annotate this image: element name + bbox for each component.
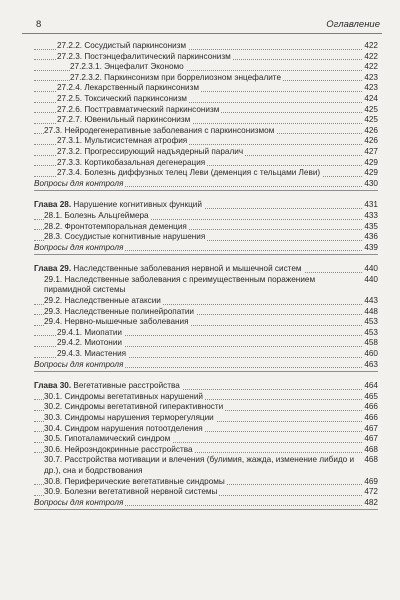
toc-page-number: 425 bbox=[364, 104, 378, 114]
toc-page-number: 430 bbox=[364, 178, 378, 188]
toc-entry-title: 29.4. Нервно-мышечные заболевания bbox=[44, 317, 189, 327]
toc-entry-title: 28.2. Фронтотемпоральная деменция bbox=[44, 221, 187, 231]
toc-entry bbox=[34, 62, 378, 73]
running-title: Оглавление bbox=[326, 19, 380, 30]
toc-questions-entry bbox=[34, 360, 378, 371]
toc-entry bbox=[34, 307, 378, 318]
toc-page-number: 423 bbox=[364, 72, 378, 82]
toc-entry bbox=[34, 392, 378, 403]
toc-entry bbox=[34, 168, 378, 179]
toc-entry bbox=[34, 445, 378, 456]
toc-page-number: 460 bbox=[364, 349, 378, 359]
toc-page-number: 427 bbox=[364, 146, 378, 156]
toc-entry bbox=[34, 275, 378, 296]
toc-entry bbox=[34, 94, 378, 105]
toc-entry bbox=[34, 455, 378, 476]
toc-entry-title: Вопросы для контроля bbox=[34, 242, 124, 252]
toc-entry-title: 27.2.3.1. Энцефалит Экономо bbox=[70, 62, 184, 72]
toc-page-number: 443 bbox=[364, 296, 378, 306]
toc-chapter-entry bbox=[34, 381, 378, 392]
toc-entry-title: 30.5. Гипоталамический синдром bbox=[44, 434, 171, 444]
toc-entry-title bbox=[34, 200, 204, 209]
chapter-title: Наследственные заболевания нервной и мышечной систем bbox=[73, 264, 302, 274]
toc-entry-title: 29.1. Наследственные заболевания с преимущественным поражением пирамидной системы bbox=[44, 275, 360, 296]
toc-page-number: 448 bbox=[364, 306, 378, 316]
toc-page-number: 453 bbox=[364, 327, 378, 337]
toc-entry-title: 30.1. Синдромы вегетативных нарушений bbox=[44, 391, 203, 401]
toc-page-number: 433 bbox=[364, 210, 378, 220]
table-of-contents bbox=[34, 41, 378, 510]
toc-entry-title: 27.3. Нейродегенеративные заболевания с паркинсонизмом bbox=[44, 125, 275, 135]
toc-page-number: 440 bbox=[364, 274, 378, 284]
toc-page-number: 422 bbox=[364, 41, 378, 50]
toc-page-number: 423 bbox=[364, 83, 378, 93]
toc-page-number: 464 bbox=[364, 381, 378, 391]
toc-page-number: 426 bbox=[364, 136, 378, 146]
chapter-title: Нарушение когнитивных функций bbox=[73, 200, 202, 210]
toc-page-number: 425 bbox=[364, 115, 378, 125]
chapter-label: Глава 29. bbox=[34, 264, 72, 274]
toc-entry-title: 27.3.3. Кортикобазальная дегенерация bbox=[57, 157, 206, 167]
toc-entry-title: 28.3. Сосудистые когнитивные нарушения bbox=[44, 232, 206, 242]
toc-page-number: 468 bbox=[364, 455, 378, 465]
toc-entry-title: 27.3.1. Мультисистемная атрофия bbox=[57, 136, 188, 146]
toc-entry-title: Вопросы для контроля bbox=[34, 359, 124, 369]
toc-entry-title: 27.2.3. Постэнцефалитический паркинсонизм bbox=[57, 51, 231, 61]
toc-entry-title: 29.4.1. Миопатии bbox=[57, 327, 122, 337]
toc-entry bbox=[34, 434, 378, 445]
toc-entry bbox=[34, 105, 378, 116]
toc-entry-title: 30.2. Синдромы вегетативной гиперактивности bbox=[44, 402, 224, 412]
toc-entry-title: 30.3. Синдромы нарушения терморегуляции bbox=[44, 413, 214, 422]
toc-entry bbox=[34, 73, 378, 84]
toc-entry bbox=[34, 41, 378, 52]
toc-entry bbox=[34, 211, 378, 222]
toc-entry-title: 27.2.2. Сосудистый паркинсонизм bbox=[57, 41, 187, 50]
toc-page-number: 466 bbox=[364, 402, 378, 412]
toc-page-number: 458 bbox=[364, 338, 378, 348]
toc-page-number: 436 bbox=[364, 232, 378, 242]
toc-entry bbox=[34, 402, 378, 413]
toc-page-number: 440 bbox=[364, 264, 378, 274]
toc-entry bbox=[34, 328, 378, 339]
toc-page-number: 422 bbox=[364, 62, 378, 72]
toc-page-number: 431 bbox=[364, 200, 378, 210]
toc-entry bbox=[34, 232, 378, 243]
toc-entry-title: 27.3.2. Прогрессирующий надъядерный паралич bbox=[57, 146, 244, 156]
toc-entry-title: 30.4. Синдром нарушения потоотделения bbox=[44, 423, 203, 433]
section-gap bbox=[34, 372, 378, 381]
toc-entry-title: 27.2.5. Токсический паркинсонизм bbox=[57, 93, 187, 103]
toc-page-number: 439 bbox=[364, 242, 378, 252]
toc-entry-title: 27.3.4. Болезнь диффузных телец Леви (деменция с тельцами Леви) bbox=[57, 168, 321, 178]
toc-entry-title bbox=[34, 264, 304, 273]
toc-entry bbox=[34, 136, 378, 147]
toc-questions-entry bbox=[34, 498, 378, 509]
toc-entry bbox=[34, 52, 378, 63]
toc-entry bbox=[34, 147, 378, 158]
toc-page-number: 468 bbox=[364, 444, 378, 454]
toc-page-number: 426 bbox=[364, 125, 378, 135]
toc-entry-title: 27.2.3.2. Паркинсонизм при боррелиозном энцефалите bbox=[70, 72, 282, 82]
toc-entry-title: 29.4.2. Миотонии bbox=[57, 338, 122, 348]
toc-entry bbox=[34, 83, 378, 94]
toc-questions-entry bbox=[34, 179, 378, 190]
toc-entry bbox=[34, 115, 378, 126]
toc-page-number: 422 bbox=[364, 51, 378, 61]
toc-chapter-entry bbox=[34, 264, 378, 275]
toc-page-number: 472 bbox=[364, 487, 378, 497]
toc-entry-title: 30.8. Периферические вегетативные синдромы bbox=[44, 476, 225, 486]
toc-entry bbox=[34, 487, 378, 498]
toc-entry-title bbox=[34, 381, 182, 390]
toc-entry bbox=[34, 349, 378, 360]
toc-entry bbox=[34, 477, 378, 488]
toc-entry bbox=[34, 296, 378, 307]
toc-entry-title: Вопросы для контроля bbox=[34, 497, 124, 507]
toc-questions-entry bbox=[34, 243, 378, 254]
toc-page-number: 453 bbox=[364, 317, 378, 327]
toc-entry bbox=[34, 424, 378, 435]
section-divider bbox=[34, 509, 378, 510]
toc-page-number: 482 bbox=[364, 497, 378, 507]
section-gap bbox=[34, 191, 378, 200]
toc-entry bbox=[34, 317, 378, 328]
toc-entry-title: 27.2.7. Ювенильный паркинсонизм bbox=[57, 115, 191, 125]
toc-chapter-entry bbox=[34, 200, 378, 211]
toc-entry bbox=[34, 222, 378, 233]
toc-page-number: 469 bbox=[364, 476, 378, 486]
toc-page-number: 435 bbox=[364, 221, 378, 231]
toc-entry-title: 28.1. Болезнь Альцгеймера bbox=[44, 210, 149, 220]
toc-page-number: 429 bbox=[364, 157, 378, 167]
toc-entry-title: 30.9. Болезни вегетативной нервной системы bbox=[44, 487, 218, 497]
chapter-title: Вегетативные расстройства bbox=[73, 381, 180, 391]
toc-page-number: 466 bbox=[364, 413, 378, 422]
toc-entry bbox=[34, 126, 378, 137]
toc-entry-title: Вопросы для контроля bbox=[34, 178, 124, 188]
toc-page-number: 465 bbox=[364, 391, 378, 401]
toc-entry-title: 30.7. Расстройства мотивации и влечения (булимия, жажда, изменение либидо и др.), сна и бодрствования bbox=[44, 455, 360, 476]
toc-page-number: 429 bbox=[364, 168, 378, 178]
toc-entry-title: 27.2.6. Посттравматический паркинсонизм bbox=[57, 104, 220, 114]
page-header bbox=[22, 19, 382, 34]
toc-page-number: 463 bbox=[364, 359, 378, 369]
toc-page-number: 467 bbox=[364, 434, 378, 444]
toc-entry bbox=[34, 413, 378, 424]
toc-entry-title: 27.2.4. Лекарственный паркинсонизм bbox=[57, 83, 199, 93]
section-gap bbox=[34, 255, 378, 264]
chapter-label: Глава 30. bbox=[34, 381, 72, 391]
toc-page-number: 424 bbox=[364, 93, 378, 103]
page-number: 8 bbox=[36, 19, 42, 30]
toc-entry bbox=[34, 338, 378, 349]
toc-entry bbox=[34, 158, 378, 169]
toc-page-number: 467 bbox=[364, 423, 378, 433]
chapter-label: Глава 28. bbox=[34, 200, 72, 210]
toc-entry-title: 29.3. Наследственные полинейропатии bbox=[44, 306, 195, 316]
toc-entry-title: 30.6. Нейроэндокринные расстройства bbox=[44, 444, 193, 454]
toc-entry-title: 29.4.3. Миастения bbox=[57, 349, 127, 359]
toc-entry-title: 29.2. Наследственные атаксии bbox=[44, 296, 161, 306]
